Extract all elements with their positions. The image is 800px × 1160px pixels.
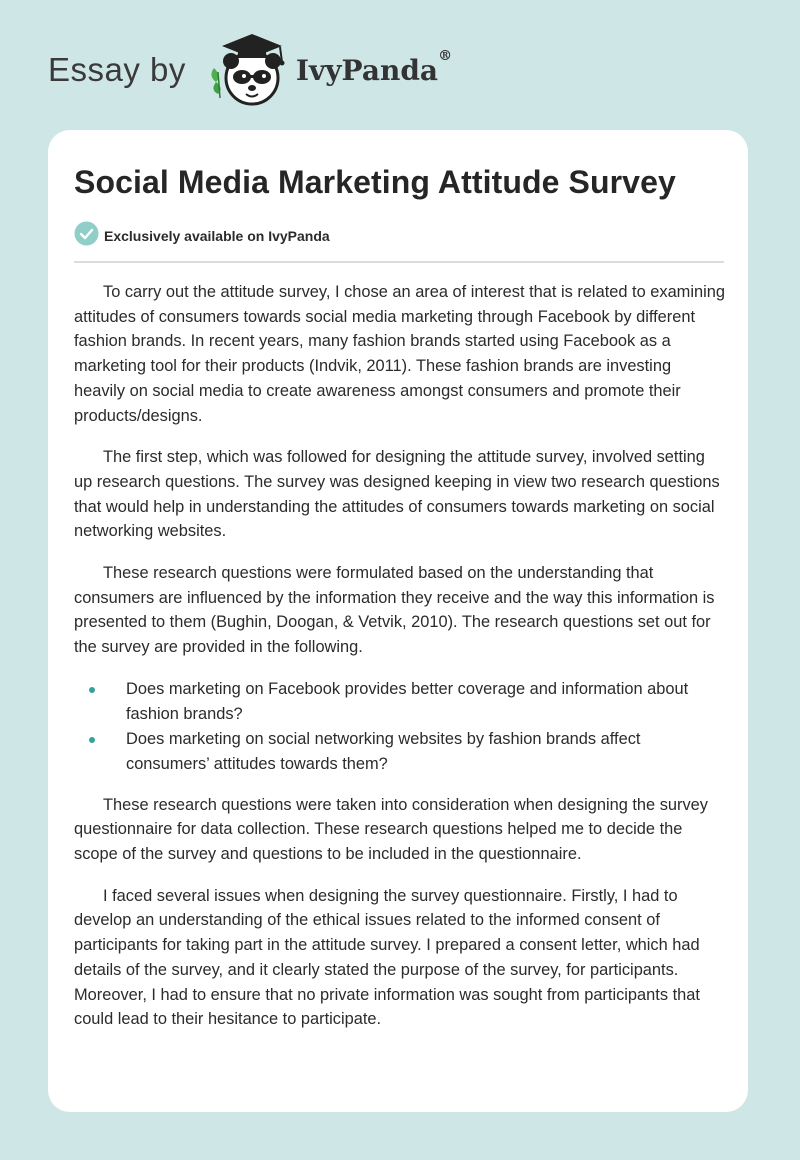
registered-mark: ®	[438, 47, 453, 64]
bullet-icon	[89, 687, 95, 693]
essay-card	[48, 130, 748, 1112]
paragraph: To carry out the attitude survey, I chose an area of interest that is related to examining attitudes of consumers towards social media marketing through Facebook by different fashion brands. In recent years, many fashion brands started using Facebook as a marketing tool for their products (Indvik, 2011). These fashion brands are investing heavily on social media to create awareness amongst consumers and promote their products/designs.	[74, 283, 725, 425]
brand-header[interactable]	[48, 30, 452, 110]
exclusive-badge	[74, 221, 330, 251]
panda-graduation-cap-icon	[186, 28, 294, 113]
paragraph: These research questions were formulated based on the understanding that consumers are influenced by the information they receive and the way this information is presented to them (Bughin, Doogan, & Vetvik, 2010). The research questions set out for the survey are provided in the following.	[74, 564, 715, 657]
list-item-text: Does marketing on social networking websites by fashion brands affect consumers’ attitudes towards them?	[126, 730, 641, 773]
list-item	[74, 677, 726, 726]
brand-name: IvyPanda®	[295, 47, 453, 87]
research-questions-list	[74, 677, 726, 777]
paragraph: I faced several issues when designing the survey questionnaire. Firstly, I had to develop an understanding of the ethical issues related to the informed consent of participants for taking part in the attitude survey. I prepared a consent letter, which had details of the survey, and it clearly stated the purpose of the survey, for participants. Moreover, I had to ensure that no private information was sought from participants that could lead to their hesitance to participate.	[74, 886, 700, 1029]
page-title: Social Media Marketing Attitude Survey	[74, 164, 676, 200]
brand-prefix: Essay by	[48, 51, 186, 88]
badge-text: Exclusively available on IvyPanda	[104, 228, 330, 244]
list-item-text: Does marketing on Facebook provides better coverage and information about fashion brands?	[126, 679, 689, 723]
list-item	[74, 727, 726, 776]
paragraph: These research questions were taken into consideration when designing the survey questionnaire for data collection. These research questions helped me to decide the scope of the survey and questions to be included in the questionnaire.	[74, 795, 708, 864]
paragraph: The first step, which was followed for designing the attitude survey, involved setting up research questions. The survey was designed keeping in view two research questions that would help in understanding the attitudes of consumers towards marketing on social networking websites.	[74, 448, 720, 541]
bullet-icon	[89, 737, 95, 743]
checkmark-circle-icon	[74, 221, 99, 251]
divider	[74, 261, 724, 263]
article-body	[74, 280, 726, 1049]
